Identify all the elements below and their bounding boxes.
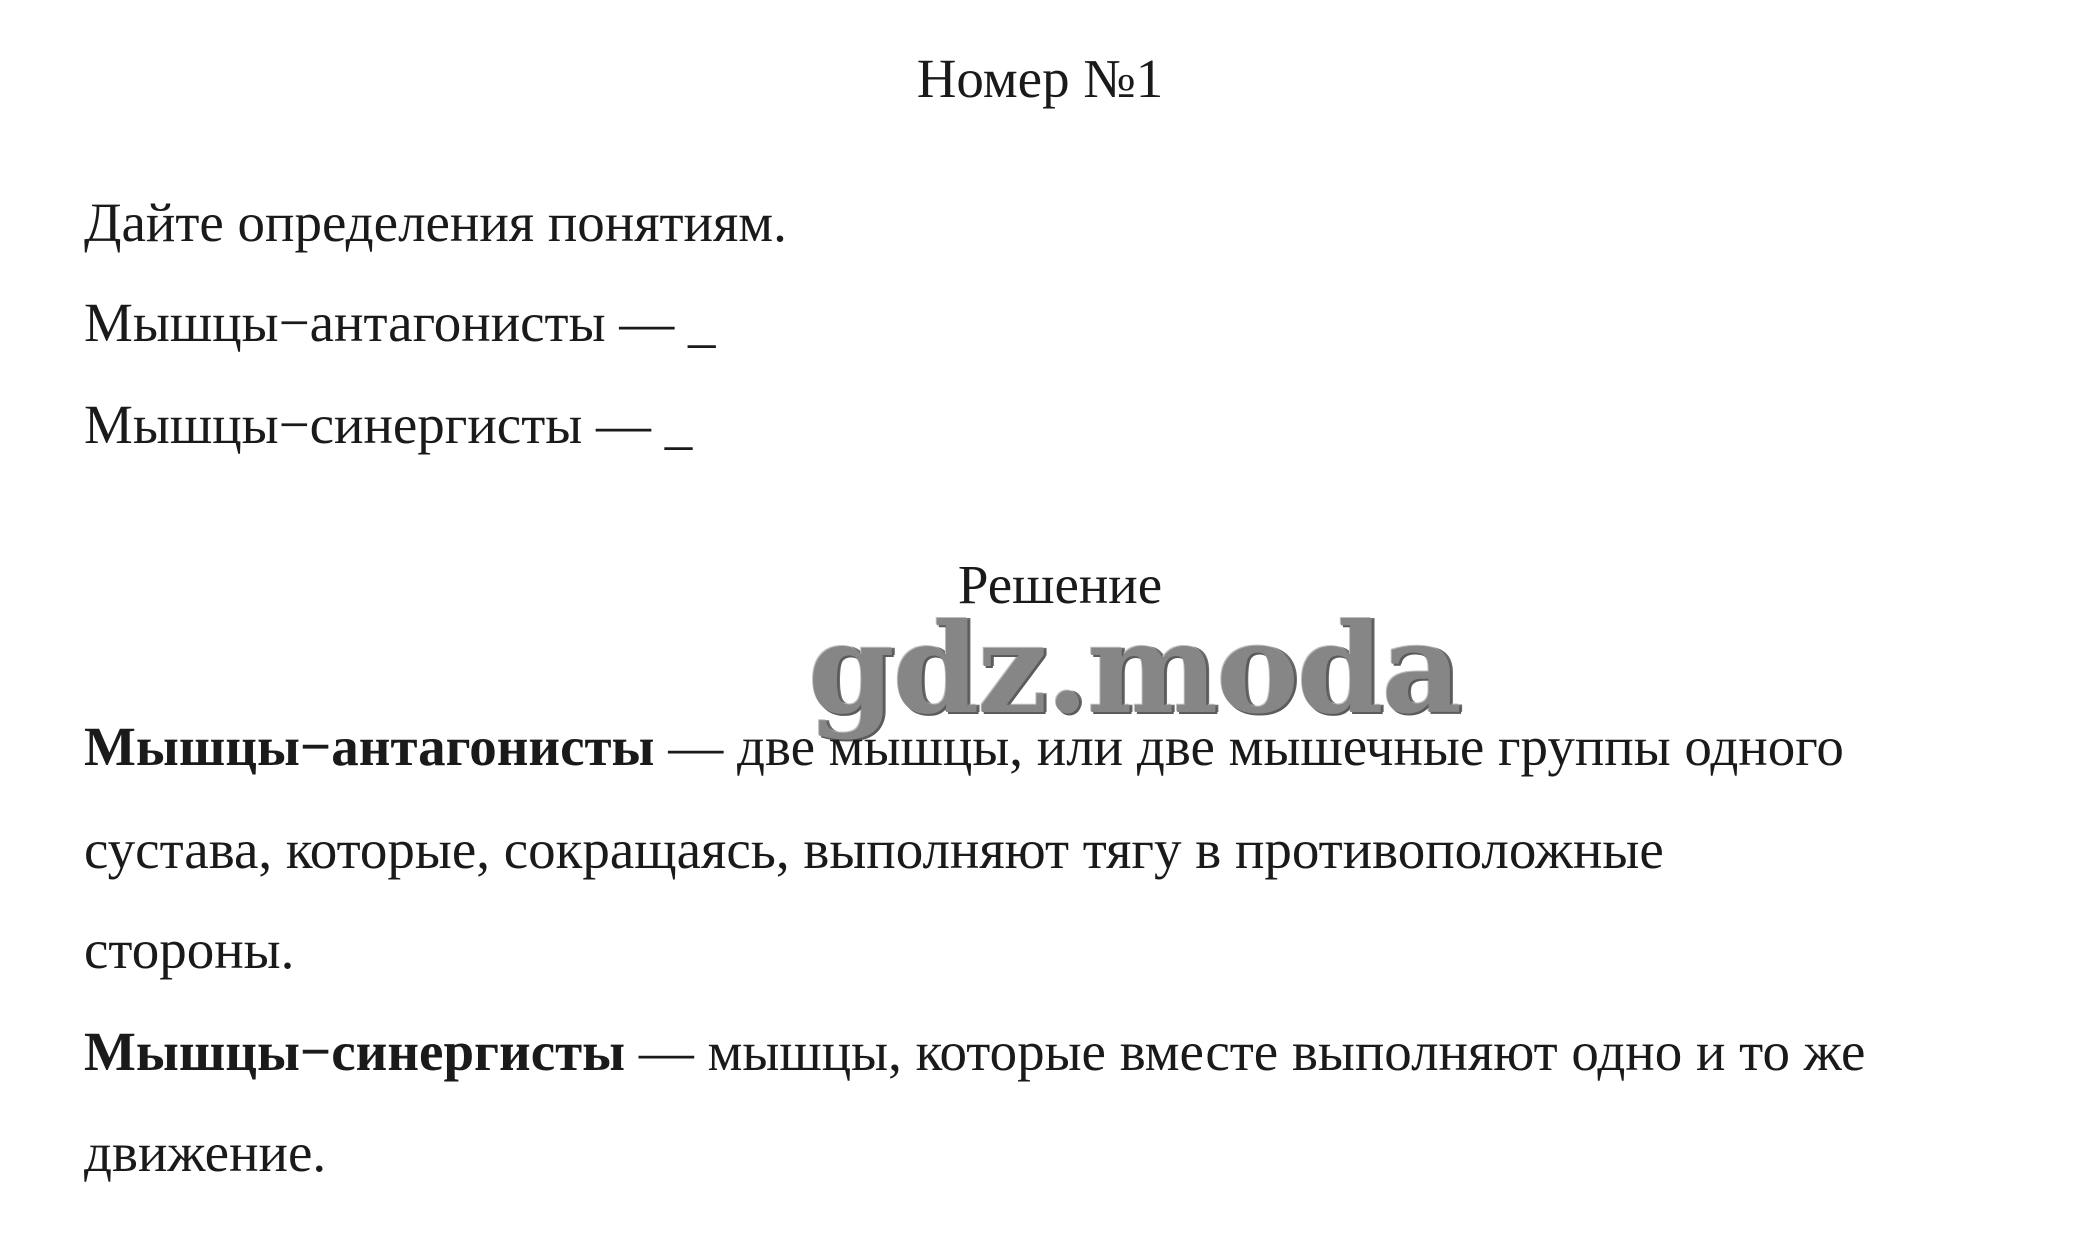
answer-definition-text: — две мышцы, или две мышечные группы одного: [654, 716, 1844, 777]
question-item-antagonists: Мышцы−антагонисты — _: [84, 292, 716, 353]
answer-term-antagonists: Мышцы−антагонисты: [84, 716, 655, 777]
answer-antagonists-line-3: стороны.: [84, 919, 295, 980]
solution-heading: Решение: [957, 554, 1163, 615]
page-title: Номер №1: [916, 48, 1164, 109]
question-item-synergists: Мышцы−синергисты — _: [84, 394, 693, 455]
question-intro: Дайте определения понятиям.: [84, 192, 787, 253]
watermark-logo: gdz.moda: [808, 597, 1460, 742]
answer-antagonists-line-1: [84, 712, 1844, 782]
answer-synergists-line-1: [84, 1017, 1865, 1087]
answer-antagonists-line-2: сустава, которые, сокращаясь, выполняют тягу в противоположные: [84, 819, 1664, 880]
answer-definition-text: — мышцы, которые вместе выполняют одно и то же: [625, 1021, 1866, 1082]
answer-term-synergists: Мышцы−синергисты: [84, 1021, 626, 1082]
answer-synergists-line-2: движение.: [84, 1122, 327, 1183]
